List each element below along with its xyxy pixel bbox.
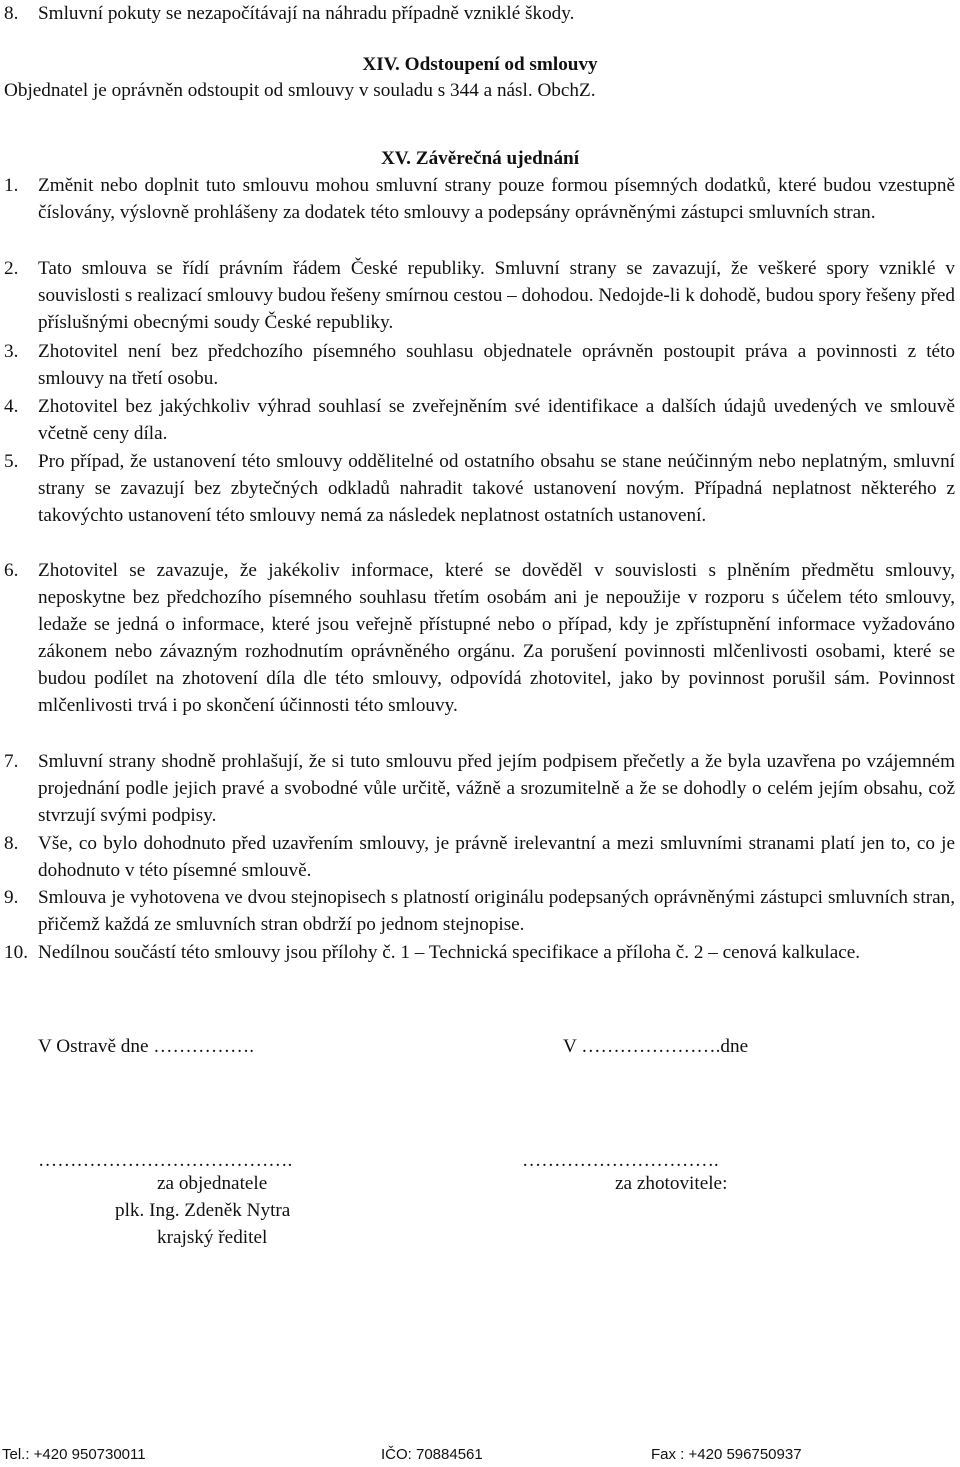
clause-6 xyxy=(4,557,955,719)
clause-number: 2. xyxy=(4,258,19,279)
signatory-role: krajský ředitel xyxy=(157,1227,268,1248)
signature-line-left: …………………………………. xyxy=(38,1150,293,1171)
footer-fax: Fax : +420 596750937 xyxy=(651,1446,802,1463)
clause-text: Nedílnou součástí této smlouvy jsou přílohy č. 1 – Technická specifikace a příloha č. 2 – cenová kalkulace. xyxy=(38,942,861,963)
clause-number: 10. xyxy=(4,942,28,963)
clause-number: 6. xyxy=(4,560,19,581)
clause-1 xyxy=(4,172,955,226)
clause-text: Vše, co bylo dohodnuto před uzavřením smlouvy, je právně irelevantní a mezi smluvními stranami platí jen to, co je dohodnuto v této písemné smlouvě. xyxy=(38,833,955,881)
clause-number: 5. xyxy=(4,451,19,472)
footer-phone: Tel.: +420 950730011 xyxy=(2,1446,146,1463)
signature-line-right: …………………………. xyxy=(522,1150,719,1171)
footer-company-id: IČO: 70884561 xyxy=(381,1446,483,1463)
section-xiv-title: XIV. Odstoupení od smlouvy xyxy=(362,54,598,75)
clause-10 xyxy=(4,939,955,966)
previous-section-item-8 xyxy=(4,0,955,27)
section-xiv-text: Objednatel je oprávněn odstoupit od smlouvy v souladu s 344 a násl. ObchZ. xyxy=(4,80,596,101)
signature-label-contractor: za zhotovitele: xyxy=(615,1173,728,1194)
clause-text: Tato smlouva se řídí právním řádem České republiky. Smluvní strany se zavazují, že veškeré spory vzniklé v souvislosti s realizací smlouvy budou řešeny smírnou cestou – dohodou. Nedojde-li k dohodě, budou spory řešeny před příslušnými obecnými soudy České republiky. xyxy=(38,258,955,333)
clause-number: 4. xyxy=(4,396,19,417)
clause-9 xyxy=(4,884,955,938)
clause-4 xyxy=(4,393,955,447)
item-text: Smluvní pokuty se nezapočítávají na náhradu případně vzniklé škody. xyxy=(38,3,575,24)
section-xv-title: XV. Závěrečná ujednání xyxy=(380,148,580,169)
clause-8 xyxy=(4,830,955,884)
signing-place-right: V ………………….dne xyxy=(563,1036,749,1057)
signing-place-left: V Ostravě dne ……………. xyxy=(38,1036,255,1057)
clause-2 xyxy=(4,255,955,336)
item-number: 8. xyxy=(4,3,19,24)
clause-number: 7. xyxy=(4,751,19,772)
clause-7 xyxy=(4,748,955,829)
clause-number: 3. xyxy=(4,341,19,362)
clause-number: 9. xyxy=(4,887,19,908)
signature-label-client: za objednatele xyxy=(157,1173,268,1194)
clause-text: Změnit nebo doplnit tuto smlouvu mohou smluvní strany pouze formou písemných dodatků, které budou vzestupně číslovány, výslovně prohlášeny za dodatek této smlouvy a podepsány oprávněnými zástupci smluvních stran. xyxy=(38,175,955,223)
clause-3 xyxy=(4,338,955,392)
clause-text: Zhotovitel bez jakýchkoliv výhrad souhlasí se zveřejněním své identifikace a dalších údajů uvedených ve smlouvě včetně ceny díla. xyxy=(38,396,955,444)
signatory-name: plk. Ing. Zdeněk Nytra xyxy=(115,1200,291,1221)
clause-text: Pro případ, že ustanovení této smlouvy oddělitelné od ostatního obsahu se stane neúčinným nebo neplatným, smluvní strany se zavazují bez zbytečných odkladů nahradit takové ustanovení novým. Případná neplatnost některého z takovýchto ustanovení této smlouvy nemá za následek neplatnost ostatních ustanovení. xyxy=(38,451,955,526)
clause-text: Zhotovitel není bez předchozího písemného souhlasu objednatele oprávněn postoupit práva a povinnosti z této smlouvy na třetí osobu. xyxy=(38,341,955,389)
clause-number: 1. xyxy=(4,175,19,196)
clause-number: 8. xyxy=(4,833,19,854)
clause-text: Zhotovitel se zavazuje, že jakékoliv informace, které se dověděl v souvislosti s plněním předmětu smlouvy, neposkytne bez předchozího písemného souhlasu třetím osobám ani je nepoužije v rozporu s účelem této smlouvy, ledaže se jedná o informace, které jsou veřejně přístupné nebo o případ, kdy je zpřístupnění informace vyžadováno zákonem nebo závazným rozhodnutím oprávněného orgánu. Za porušení povinnosti mlčenlivosti osobami, které se budou podílet na zhotovení díla dle této smlouvy, odpovídá zhotovitel, jako by povinnost porušil sám. Povinnost mlčenlivosti trvá i po skončení účinnosti této smlouvy. xyxy=(38,560,955,716)
clause-text: Smlouva je vyhotovena ve dvou stejnopisech s platností originálu podepsaných oprávněnými zástupci smluvních stran, přičemž každá ze smluvních stran obdrží po jednom stejnopise. xyxy=(38,887,955,935)
clause-text: Smluvní strany shodně prohlašují, že si tuto smlouvu před jejím podpisem přečetly a že byla uzavřena po vzájemném projednání podle jejich pravé a svobodné vůle určitě, vážně a srozumitelně a že se dohodly o celém jejím obsahu, což stvrzují svými podpisy. xyxy=(38,751,955,826)
clause-5 xyxy=(4,448,955,529)
